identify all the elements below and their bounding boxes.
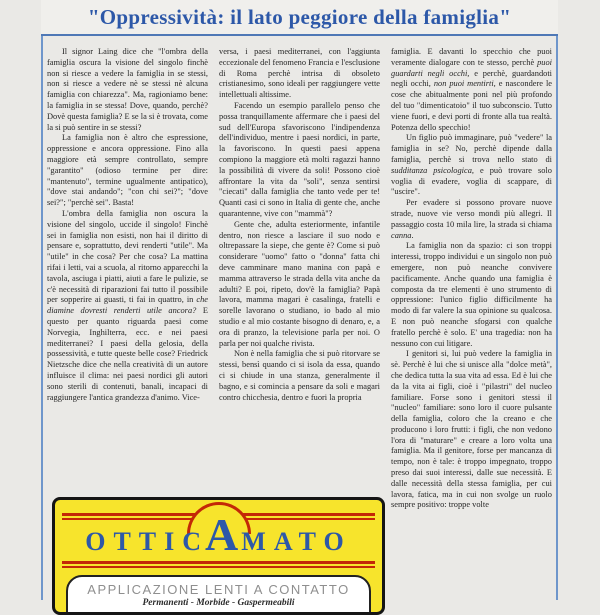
page-border-left [41,0,43,600]
paragraph: versa, i paesi mediterranei, con l'aggiunta eccezionale del fenomeno Francia e l'esclusione di Roma perchè intrisa di obsoleto cristianesimo, sono ideali per raggiungere vette intellettuali altissime. [219,47,380,100]
paragraph: Facendo un esempio parallelo penso che possa tranquillamente affermare che i paesi del sud dell'Europa sfavoriscono l'indipendenza dell'individuo, mentre i paesi nordici, in parte, la favoriscono. In questi paesi appena compiono la maggiore età molti ragazzi hanno la possibilità di vivere da soli! Possono cioè affrontare la vita da "soli", senza sentirsi "ciecati" dalla famiglia che tanto vede per te! Quanti casi ci sono in Italia di gente che, anche quarantenne, vive con "mammà"? [219,100,380,218]
paragraph: Non è nella famiglia che si può ritorvare se stessi, bensì quando ci si isola da essa, quando ci si chiude in una stanza, generalmente il bagno, e si comincia a pensare da soli e magari contro chicchesia, dentro e fuori la propria [219,349,380,402]
brand-big-letter: A [205,509,239,560]
page-title: "Oppressività: il lato peggiore della famiglia" [87,4,512,29]
paragraph [391,47,552,133]
paragraph-text: Un figlio può immaginare, può "vedere" la famiglia in se? No, perchè dipende dalla famiglia, perchè si trova nello stato di [391,133,552,164]
article-title-box [41,0,558,36]
paragraph [391,133,552,198]
paragraph [47,209,208,403]
brand-text-left: OTTIC [85,527,210,556]
paragraph-italic-text: canna [391,230,412,240]
page-border-right [556,0,558,600]
paragraph-text: Per evadere si possono provare nuove strade, nuove vie verso mondi più allegri. Il passaggio costa 10 mila lire, la strada si chiama [391,198,552,229]
paragraph-text: E questo per quanto riguarda paesi come Norvegia, Inghilterra, ecc. e nei paesi mediterranei? I paesi della gelosia, della possessività, e tutte queste belle cose? Friedrick Nietzsche dice che nella creatività di un autore influisce il clima: nei paesi nordici gli autori sono sterili di contenuti, banali, incapaci di raggiungere l'antica grandezza d'animo. Vice- [47,306,208,402]
paragraph: La famiglia non da spazio: ci son troppi interessi, troppo individui e un singolo non può emergere, non può neanche convivere pacificamente. Anche quando una famiglia è composta da tre elementi è uno strumento di oppressione: l'unico figlio difficilmente ha modo di far valere la sua opinione su qualcosa. E non può neanche sfogarsi con qualche fratello perchè è solo. E' una tragedia: non ha nessuno con cui litigare. [391,241,552,348]
article-column-1 [47,47,208,489]
contact-lens-banner [66,575,371,615]
paragraph-text: L'ombra della famiglia non oscura la visione del singolo, uccide il singolo! Finchè sei in famiglia non esisti, non hai il diritto di pensare e, soprattutto, devi renderti "utile". Ma "utile" in che cosa? Per che cosa? La mattina rifai i letti, vai a scuola, al ritorno apparecchi la tavola, asciuga i piatti, aiuti a fare le pulizie, se c'è necessità di riparazioni fai tutto il possibile per sopperire ai guasti, ti fai in quattro, in [47,208,208,305]
paragraph-text: . [411,230,414,240]
paragraph: Gente che, adulta esteriormente, infantile dentro, non riesce a lasciare il suo nodo e oltrepassare la siepe, che gente è? Come si può considerare "uomo" fatto o "donna" fatta chi deve camminare mano manina con papà e mamma attraverso le strada della vita anche da adulti? E poi, ripeto, dov'è la famiglia? Papà lavora, mamma magari è casalinga, fratelli e sorelle lavorano o studiano, io bado al mio studio e al mio costante bisogno di denaro, e, a ora di pranzo, la televisione parla per noi. O parla per noi qualche rivista. [219,219,380,348]
article-column-3 [391,47,552,600]
ad-service-line: APPLICAZIONE LENTI A CONTATTO [87,582,350,597]
paragraph [391,198,552,241]
paragraph-text: , e può trovare solo voglia di evadere, voglia di scappare, di "uscire". [391,165,552,197]
paragraph-italic-text: che diamine dovresti renderti utile ancora? [47,295,208,316]
paragraph: La famiglia non è altro che espressione, oppressione e ancora oppressione. Fino alla maggiore età sempre controllato, sempre "garantito" (odioso termine per dire: "mantenuto", termine ugualmente antipatico), "dove stai andando"; "con chi sei?"; "dove sei?"; "perchè sei". Basta! [47,133,208,208]
ottica-amato-advertisement [52,497,385,615]
paragraph-italic-text: puoi guardarti negli occhi, [391,57,552,78]
article-column-2 [219,47,380,489]
paragraph-italic-text: sudditanza psicologica [391,165,472,175]
paragraph: I genitori si, lui può vedere la famiglia in sè. Perchè è lui che si unisce alla "dolce metà", che dedica tutta la sua vita ad essa. Ed è lui che da la vita ai figli, cioè i "pilastri" del nucleo familiare. Forse sono i genitori stessi il "nucleo" familiare: sono loro il cuore pulsante della famiglia, coloro che la creano e che producono i loro frutti: i figli, che non vedono l'ora di "maturare" e creare a loro volta una famiglia. Ma il genitore, forse per mancanza di tempo, non è tale: è troppo impegnato, troppo preso dai suoi interessi, dalle sue necessità. E dalle necessità della stessa famiglia, per cui lavora, fatica, ma in cui non svolge un ruolo sempre positivo: troppe volte [391,349,552,510]
ad-brand-lettering [65,508,372,562]
paragraph: Il signor Laing dice che "l'ombra della famiglia oscura la visione del singolo finchè non si riesce a vedere la famiglia in se stessi, non si riesce a vedere nè se stessi nè alcuna famiglia con chiarezza". Ma, ragioniamo bene: la famiglia in se stessa! Dove, quando, perchè? Dovè questa famiglia? E se la si è trovata, come la si può sentire in se stessi? [47,47,208,132]
paragraph-text: e perchè, guardandoti negli occhi, [391,68,552,89]
ad-lens-types-line: Permanenti - Morbide - Gaspermeabili [142,598,295,608]
paragraph-text: famiglia. E davanti lo specchio che puoi veramente dialogare con te stesso, perchè [391,47,552,67]
brand-text-right: MATO [241,527,352,556]
paragraph-text: e nascondere le cose che abitualmente poni nel più profondo del tuo "dimenticatoio" il tuo subconscio. Tutto viene fuori, e devi porti di fronte alla tua realtà. Potenza dello specchio! [391,79,552,132]
paragraph-italic-text: non puoi mentirti, [433,79,496,89]
